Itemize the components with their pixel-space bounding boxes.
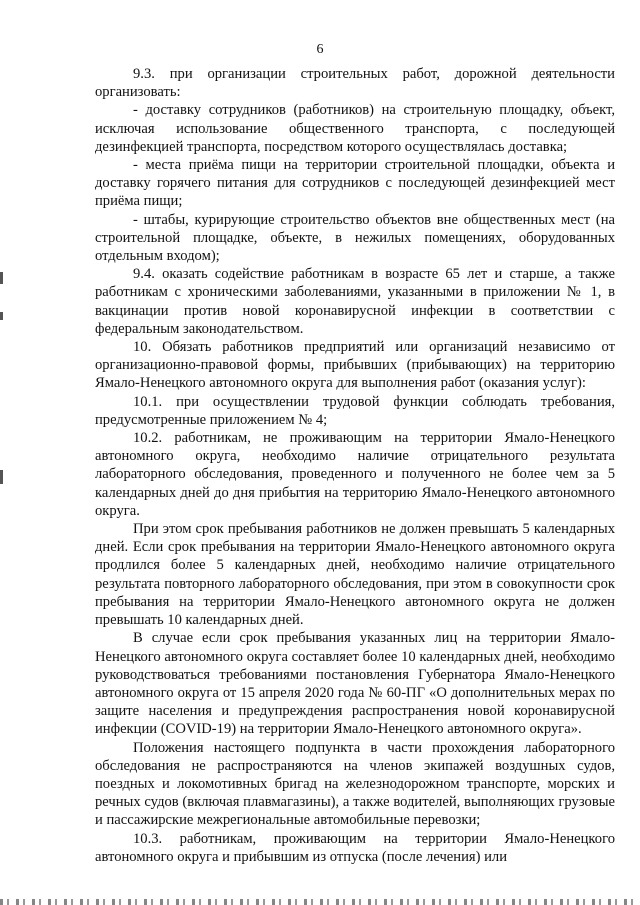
scan-margin-mark (0, 272, 3, 284)
list-item: - штабы, курирующие строительство объектов вне общественных мест (на строительной площадке, объекте, в нежилых помещениях, оборудованных отдельным входом); (95, 211, 615, 265)
scan-margin-mark (0, 312, 3, 320)
list-item: - места приёма пищи на территории строительной площадки, объекта и доставку горячего питания для сотрудников с последующей дезинфекцией мест приёма пищи; (95, 157, 615, 210)
paragraph-10-2: 10.2. работникам, не проживающим на территории Ямало-Ненецкого автономного округа, необходимо наличие отрицательного результата лабораторного обследования, проведенного и полученного не более чем за 5 календарных дней до дня прибытия на территорию Ямало-Ненецкого автономного округа. (95, 430, 615, 519)
paragraph-extended-stay: В случае если срок пребывания указанных лиц на территории Ямало-Ненецкого автономного округа составляет более 10 календарных дней, необходимо руководствоваться требованиями постановления Губернатора Ямало-Ненецкого автономного округа от 15 апреля 2020 года № 60-ПГ «О дополнительных мерах по защите населения и предупреждения распространения новой коронавирусной инфекции (COVID-19) на территории Ямало-Ненецкого автономного округа». (95, 630, 615, 738)
paragraph-9-4: 9.4. оказать содействие работникам в возрасте 65 лет и старше, а также работникам с хроническими заболеваниями, указанными в приложении № 1, в вакцинации против новой коронавирусной инфекции в соответствии с федеральным законодательством. (95, 266, 615, 337)
paragraph-10-1: 10.1. при осуществлении трудовой функции соблюдать требования, предусмотренные приложением № 4; (95, 393, 615, 428)
paragraph-exemptions: Положения настоящего подпункта в части прохождения лабораторного обследования не распространяются на членов экипажей воздушных судов, поездных и локомотивных бригад на железнодорожном транспорте, морских и речных судов (включая плавмагазины), а также водителей, выполняющих грузовые и пассажирские межрегиональные автомобильные перевозки; (95, 739, 615, 829)
document-body (95, 65, 615, 866)
list-item: - доставку сотрудников (работников) на строительную площадку, объект, исключая использование общественного транспорта, с последующей дезинфекцией транспорта, посредством которого осуществлялась доставка; (95, 102, 615, 155)
paragraph-10-3: 10.3. работникам, проживающим на территории Ямало-Ненецкого автономного округа и прибывшим из отпуска (после лечения) или (95, 830, 615, 865)
scan-margin-mark (0, 470, 3, 484)
paragraph-10: 10. Обязать работников предприятий или организаций независимо от организационно-правовой формы, прибывших (прибывающих) на территорию Ямало-Ненецкого автономного округа для выполнения работ (оказания услуг): (95, 339, 615, 392)
paragraph-9-3: 9.3. при организации строительных работ, дорожной деятельности организовать: (95, 66, 615, 101)
page-number: 6 (316, 42, 324, 57)
paragraph-stay-limit: При этом срок пребывания работников не должен превышать 5 календарных дней. Если срок пребывания на территории Ямало-Ненецкого автономного округа продлился более 5 календарных дней, необходимо наличие отрицательного результата повторного лабораторного обследования, при этом в совокупности срок пребывания на территории Ямало-Ненецкого автономного округа не должен превышать 10 календарных дней. (95, 521, 615, 629)
scan-edge-artifact (0, 899, 640, 905)
